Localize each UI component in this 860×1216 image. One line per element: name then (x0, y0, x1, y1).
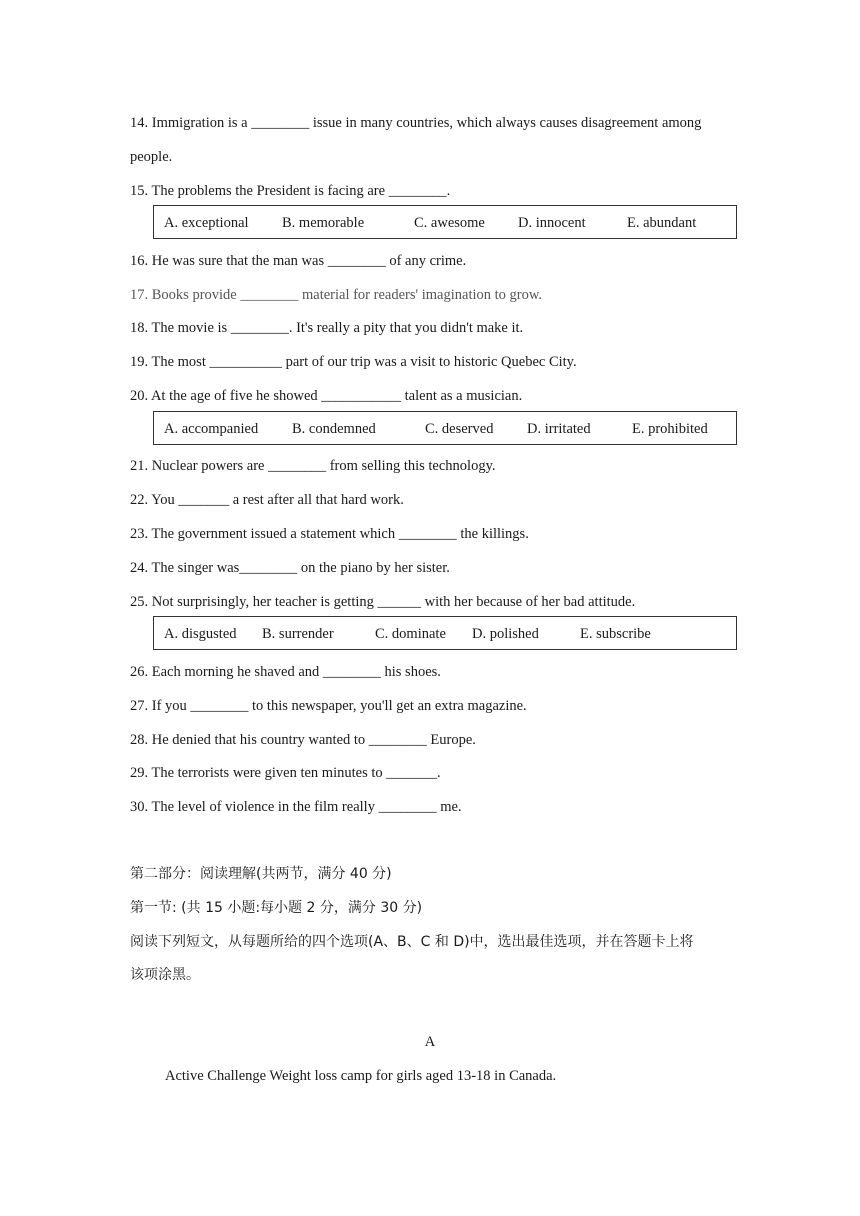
passage-label: A (424, 1034, 436, 1050)
question-26: 26. Each morning he shaved and ________ his shoes. (130, 664, 441, 680)
question-15: 15. The problems the President is facing are ________. (130, 183, 451, 199)
option-box-2 (153, 411, 737, 445)
question-14-continued: people. (130, 149, 173, 165)
option-box-1 (153, 205, 737, 239)
passage-first-line: Active Challenge Weight loss camp for girls aged 13-18 in Canada. (165, 1068, 557, 1084)
option: C. dominate (375, 626, 446, 642)
question-19: 19. The most __________ part of our trip was a visit to historic Quebec City. (130, 354, 577, 370)
option: D. irritated (527, 421, 591, 437)
option: B. condemned (292, 421, 376, 437)
section-subtitle: 第一节: (共 15 小题:每小题 2 分，满分 30 分) (130, 900, 423, 916)
option: D. innocent (518, 215, 586, 231)
question-14: 14. Immigration is a ________ issue in many countries, which always causes disagreement among (130, 115, 702, 131)
option: A. disgusted (164, 626, 237, 642)
question-18: 18. The movie is ________. It's really a pity that you didn't make it. (130, 320, 524, 336)
question-20: 20. At the age of five he showed ___________ talent as a musician. (130, 388, 523, 404)
question-16: 16. He was sure that the man was ________ of any crime. (130, 253, 467, 269)
option: C. awesome (414, 215, 485, 231)
question-30: 30. The level of violence in the film really ________ me. (130, 799, 462, 815)
question-23: 23. The government issued a statement which ________ the killings. (130, 526, 529, 542)
question-28: 28. He denied that his country wanted to ________ Europe. (130, 732, 476, 748)
option: D. polished (472, 626, 539, 642)
question-22: 22. You _______ a rest after all that hard work. (130, 492, 404, 508)
option: A. exceptional (164, 215, 249, 231)
question-27: 27. If you ________ to this newspaper, you'll get an extra magazine. (130, 698, 527, 714)
option-box-3 (153, 616, 737, 650)
instruction-line-2: 该项涂黑。 (130, 967, 200, 983)
part-title: 第二部分：阅读理解(共两节，满分 40 分) (130, 866, 392, 882)
option: A. accompanied (164, 421, 259, 437)
question-17: 17. Books provide ________ material for readers' imagination to grow. (130, 287, 543, 303)
option: E. abundant (627, 215, 697, 231)
question-25: 25. Not surprisingly, her teacher is getting ______ with her because of her bad attitude. (130, 594, 636, 610)
question-21: 21. Nuclear powers are ________ from selling this technology. (130, 458, 496, 474)
option: E. subscribe (580, 626, 651, 642)
option: C. deserved (425, 421, 494, 437)
instruction-line-1: 阅读下列短文，从每题所给的四个选项(A、B、C 和 D)中，选出最佳选项，并在答题卡上将 (130, 934, 694, 950)
question-24: 24. The singer was________ on the piano by her sister. (130, 560, 450, 576)
option: E. prohibited (632, 421, 708, 437)
option: B. memorable (282, 215, 365, 231)
option: B. surrender (262, 626, 334, 642)
question-29: 29. The terrorists were given ten minutes to _______. (130, 765, 441, 781)
